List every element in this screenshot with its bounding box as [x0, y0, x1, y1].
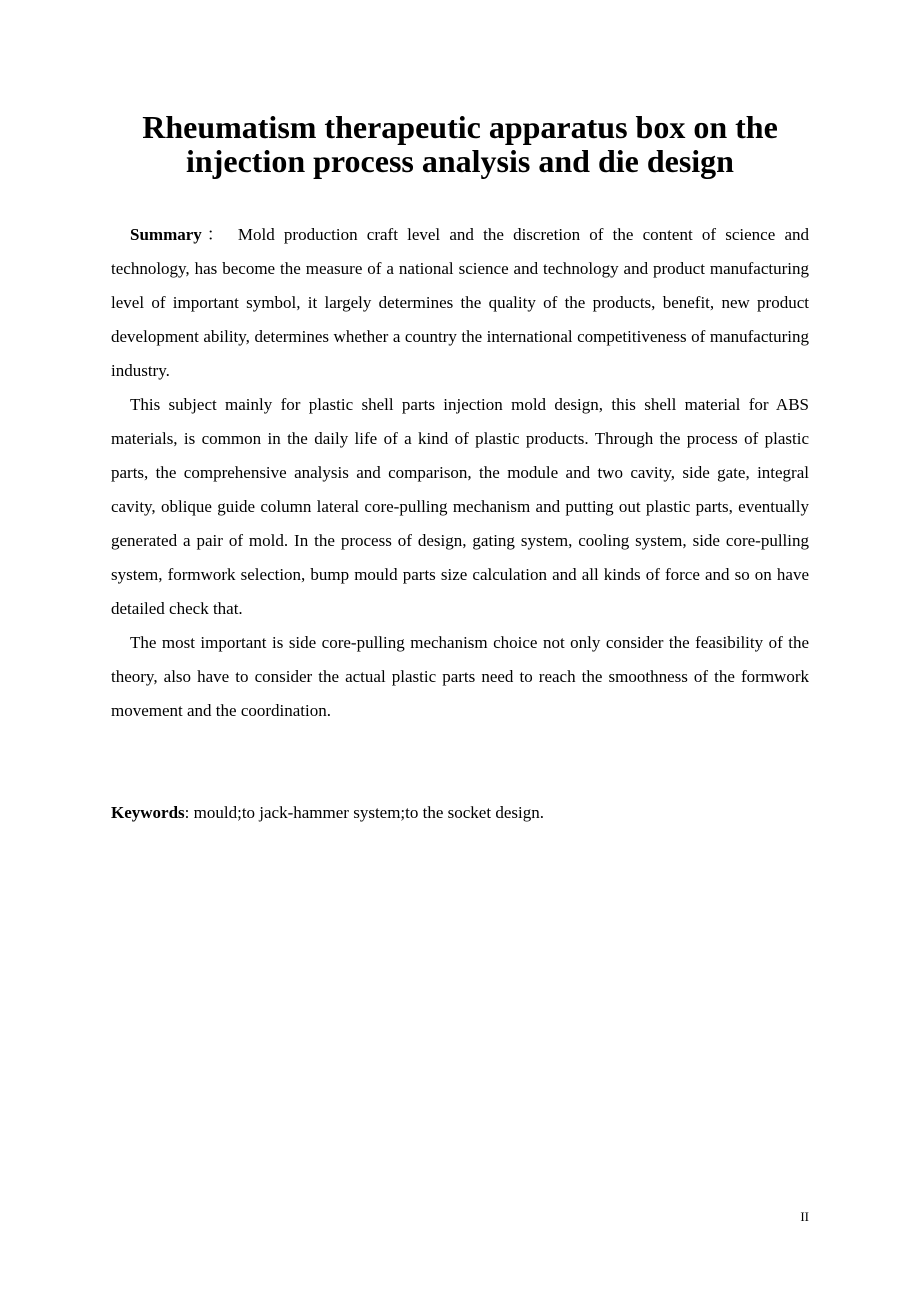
title-line-2: injection process analysis and die design	[186, 143, 734, 179]
abstract-paragraph-1-text: Mold production craft level and the discretion of the content of science and technology, has become the measure of a national science and technology and product manufacturing level of important symbol, it largely determines the quality of the products, benefit, new product development ability, determines whether a country the international competitiveness of manufacturing industry.	[111, 225, 810, 380]
keywords-label: Keywords	[111, 803, 185, 822]
keywords-text: : mould;to jack-hammer system;to the socket design.	[184, 803, 544, 822]
keywords-line	[111, 796, 809, 830]
abstract-paragraph-3: The most important is side core-pulling mechanism choice not only consider the feasibility of the theory, also have to consider the actual plastic parts need to reach the smoothness of the formwork movement and the coordination.	[111, 633, 809, 720]
page-title	[60, 110, 860, 178]
summary-label: Summary	[130, 225, 202, 244]
abstract-paragraph-2: This subject mainly for plastic shell parts injection mold design, this shell material for ABS materials, is common in the daily life of a kind of plastic products. Through the process of plastic parts, the comprehensive analysis and comparison, the module and two cavity, side gate, integral cavity, oblique guide column lateral core-pulling mechanism and putting out plastic parts, eventually generated a pair of mold. In the process of design, gating system, cooling system, side core-pulling system, formwork selection, bump mould parts size calculation and all kinds of force and so on have detailed check that.	[111, 395, 809, 618]
abstract-section	[111, 218, 809, 728]
title-line-1: Rheumatism therapeutic apparatus box on the	[142, 109, 778, 145]
summary-separator: ：	[201, 225, 229, 244]
abstract-paragraph-1	[111, 218, 809, 388]
page-number: II	[800, 1209, 809, 1224]
